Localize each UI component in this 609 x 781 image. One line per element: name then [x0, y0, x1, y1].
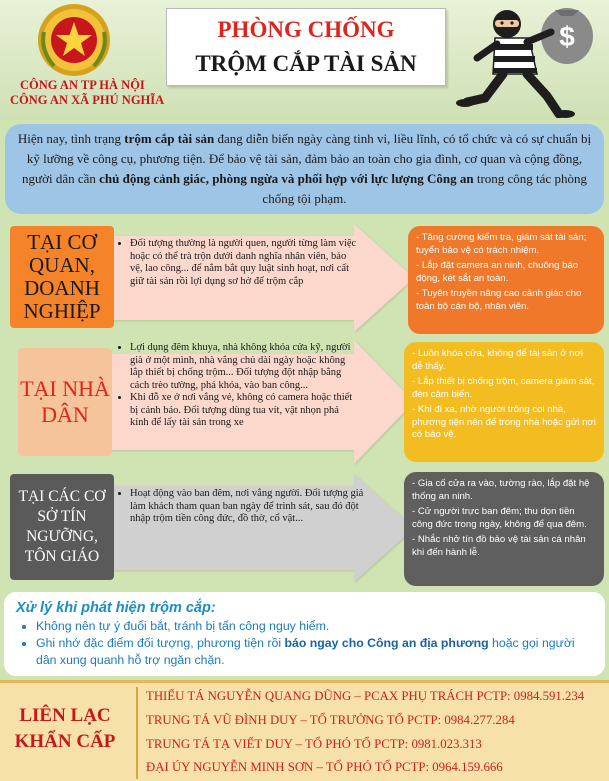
row-label-text: TẠI CƠ QUAN, DOANH NGHIỆP [23, 230, 101, 323]
intro-text-1: Hiện nay, tình trạng [17, 131, 125, 146]
org-line-2: CÔNG AN XÃ PHÚ NGHĨA [10, 93, 165, 107]
police-emblem-icon [30, 2, 118, 78]
row-label-text: TẠI CÁC CƠ SỞ TÍN NGƯỠNG, TÔN GIÁO [18, 488, 106, 565]
row-label-home [18, 348, 112, 456]
tip-item: - Tuyên truyền nâng cao cảnh giác cho toàn bộ cán bộ, nhân viên. [416, 288, 582, 312]
title-line-1: PHÒNG CHỐNG [217, 17, 395, 42]
handling-panel [4, 592, 605, 676]
tip-item: - Nhắc nhở tín đồ bảo vệ tài sản cá nhân khi đến hành lễ. [412, 534, 586, 558]
title-box [166, 8, 446, 86]
contact-divider [136, 687, 138, 779]
handling-title: Xử lý khi phát hiện trộm cắp: [16, 600, 216, 616]
contact-label-line: KHẨN CẤP [14, 731, 116, 752]
handling-item-bold: báo ngay cho Công an địa phương [284, 636, 489, 650]
tips-box-office [408, 226, 604, 334]
money-bag-symbol: $ [559, 21, 575, 52]
thief-icon [455, 2, 605, 118]
tips-box-home [404, 342, 604, 462]
tip-item: - Khi đi xa, nhờ người trông coi nhà, phương tiện nên để trong nhà hoặc gửi nơi có bảo vệ. [412, 404, 596, 440]
description-item: • Hoạt động vào ban đêm, nơi vắng người. Đối tượng giả làm khách tham quan ban ngày để trinh sát, sau đó đột nhập trộm tiền công đức, đồ thờ, cổ vật... [130, 488, 366, 526]
intro-bold-1: trộm cắp tài sản [124, 131, 215, 146]
intro-text-3: trong công tác phòng chống tội phạm. [262, 171, 587, 206]
row-description [120, 488, 366, 526]
tip-item: - Cử người trực ban đêm; thu dọn tiền công đức trong ngày, không để qua đêm. [412, 506, 587, 530]
tip-item: - Lắp đặt camera an ninh, chuông báo động, két sắt an toàn. [416, 260, 579, 284]
row-description [120, 342, 356, 430]
contact-label [10, 703, 120, 755]
row-label-office [10, 226, 114, 328]
handling-item-text: Ghi nhớ đặc điểm đối tượng, phương tiện rồi [36, 636, 285, 650]
header-banner [0, 0, 609, 120]
row-religious [0, 470, 609, 588]
intro-panel [5, 124, 604, 214]
contact-line: TRUNG TÁ VŨ ĐÌNH DUY – TỔ TRƯỞNG TỔ PCTP: 0984.277.284 [146, 713, 515, 727]
handling-item: • Không nên tự ý đuổi bắt, tránh bị tấn công nguy hiểm. [36, 618, 593, 635]
title-line-2: TRỘM CẮP TÀI SẢN [195, 51, 417, 76]
row-label-religious [10, 474, 114, 580]
contact-line: THIẾU TÁ NGUYỄN QUANG DŨNG – PCAX PHỤ TRÁCH PCTP: 0984.591.234 [146, 689, 585, 703]
contact-panel [0, 680, 609, 781]
row-description [120, 238, 358, 288]
intro-text-2: đang diễn biến ngày càng tinh vi, liều lĩnh, có tổ chức và có sự chuẩn bị kỹ lưỡng về công cụ, phương tiện. Để bảo vệ tài sản, đảm bảo an toàn cho gia đình, cơ quan và cộng đồng, người dân cần [22, 131, 592, 186]
contact-line: ĐẠI ÚY NGUYỄN MINH SƠN – TỔ PHÓ TỔ PCTP: 0964.159.666 [146, 760, 503, 774]
description-item: • Đối tượng thường là người quen, người từng làm việc hoặc có thể trà trộn dưới danh nghĩa nhân viên, bảo vệ, lao công... để nắm bắt quy luật sinh hoạt, nơi cất giữ tài sản rồi lợi dụng sơ hở để trộm cắp [130, 238, 358, 288]
tip-item: - Gia cố cửa ra vào, tường rào, lắp đặt hệ thống an ninh. [412, 478, 590, 502]
intro-bold-2: chủ động cảnh giác, phòng ngừa và phối hợp với lực lượng Công an [99, 171, 474, 186]
tip-item: - Luôn khóa cửa, không để tài sản ở nơi dễ thấy. [412, 348, 584, 372]
row-label-text: TẠI NHÀ DÂN [20, 376, 110, 427]
handling-item-text: hoặc gọi người dân xung quanh hỗ trợ ngăn chặn. [36, 636, 575, 667]
tip-item: - Tăng cường kiểm tra, giám sát tài sản; tuyển bảo vệ có trách nhiệm. [416, 232, 587, 256]
description-item: • Lợi dụng đêm khuya, nhà không khóa cửa kỹ, người già ở một mình, nhà vắng chủ dài ngày hoặc không lắp thiết bị chống trộm... Đối tượng đột nhập bằng cách trèo tường, phá khóa, vào ban công... [130, 342, 356, 392]
row-office [0, 220, 609, 338]
row-home [0, 338, 609, 466]
tip-item: - Lắp thiết bị chống trộm, camera giám sát, đèn cảm biến. [412, 376, 595, 400]
tips-box-religious [404, 472, 604, 586]
description-item: • Khi đỗ xe ở nơi vắng vẻ, không có camera hoặc thiết bị cảnh báo. Đối tượng dùng tua vít, vật nhọn phá kính để lấy tài sản trong xe [130, 392, 356, 430]
contact-line: TRUNG TÁ TẠ VIẾT DUY – TỔ PHÓ TỔ PCTP: 0981.023.313 [146, 737, 482, 751]
contact-label-line: LIÊN LẠC [19, 705, 111, 726]
org-line-1: CÔNG AN TP HÀ NỘI [20, 78, 145, 92]
handling-item [36, 635, 593, 669]
